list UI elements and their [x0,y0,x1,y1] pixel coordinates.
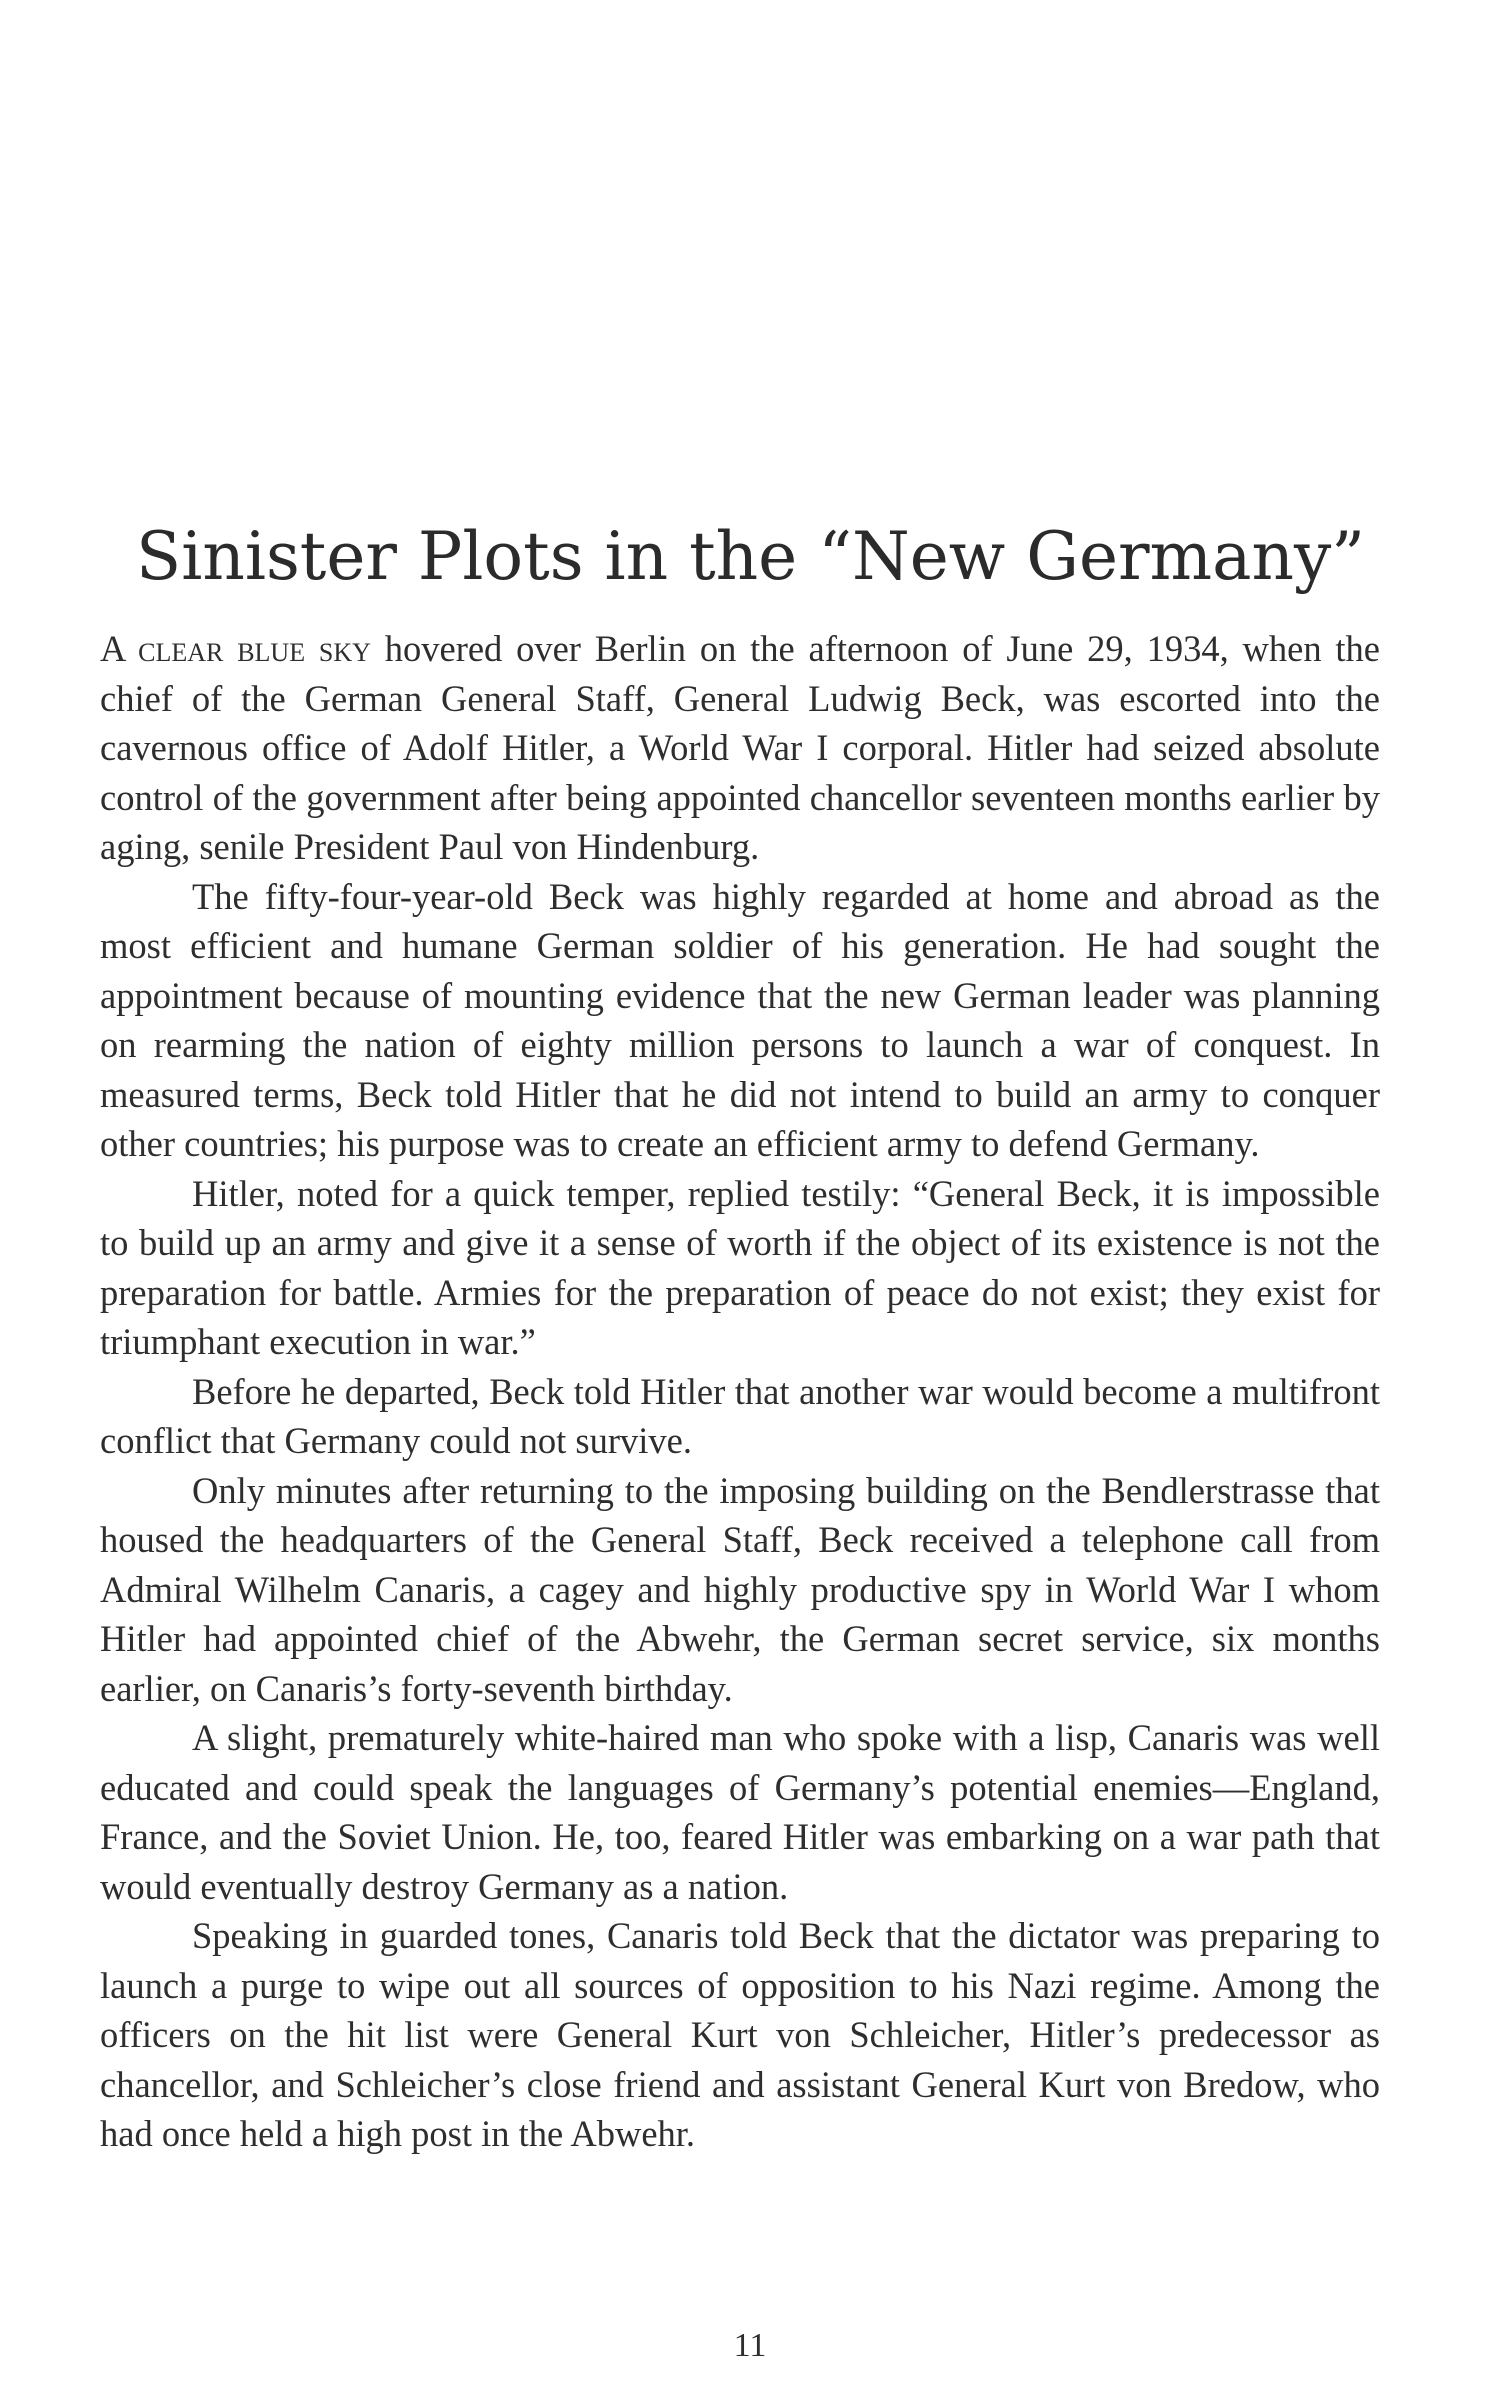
paragraph-1 [100,624,1380,872]
page-number: 11 [733,2327,767,2364]
paragraph-6: A slight, prematurely white-haired man who spoke with a lisp, Canaris was well educated and could speak the languages of Germany’s potential enemies—England, France, and the Soviet Union. He, too, feared Hitler was embarking on a war path that would eventually destroy Germany as a nation. [100,1717,1380,1907]
paragraph-4: Before he departed, Beck told Hitler that another war would become a multifront conflict that Germany could not survive. [100,1370,1380,1461]
opening-small-caps: A clear blue sky [100,628,371,669]
paragraph-7: Speaking in guarded tones, Canaris told Beck that the dictator was preparing to launch a purge to wipe out all sources of opposition to his Nazi regime. Among the officers on the hit list were General Kurt von Schleicher, Hitler’s predecessor as chancellor, and Schleicher’s close friend and assistant General Kurt von Bredow, who had once held a high post in the Abwehr. [100,1915,1380,2154]
chapter-body [100,624,1380,2159]
paragraph-2: The fifty-four-year-old Beck was highly regarded at home and abroad as the most efficient and humane German soldier of his generation. He had sought the appointment because of mounting evidence that the new German leader was planning on rearming the nation of eighty million persons to launch a war of conquest. In measured terms, Beck told Hitler that he did not intend to build an army to conquer other countries; his purpose was to create an efficient army to defend Germany. [100,875,1380,1164]
chapter-title: Sinister Plots in the “New Germany” [136,518,1366,595]
paragraph-1-text: hovered over Berlin on the afternoon of June 29, 1934, when the chief of the German General Staff, General Ludwig Beck, was escorted into the cavernous office of Adolf Hitler, a World War I corporal. Hitler had seized absolute control of the government after being appointed chancellor seventeen months earlier by aging, senile President Paul von Hindenburg. [100,628,1381,867]
paragraph-5: Only minutes after returning to the imposing building on the Bendlerstrasse that housed the headquarters of the General Staff, Beck received a telephone call from Admiral Wilhelm Canaris, a cagey and highly productive spy in World War I whom Hitler had appointed chief of the Abwehr, the German secret service, six months earlier, on Canaris’s forty-seventh birthday. [100,1469,1380,1709]
paragraph-3: Hitler, noted for a quick temper, replied testily: “General Beck, it is impossible to build up an army and give it a sense of worth if the object of its existence is not the preparation for battle. Armies for the preparation of peace do not exist; they exist for triumphant execution in war.” [100,1172,1380,1362]
